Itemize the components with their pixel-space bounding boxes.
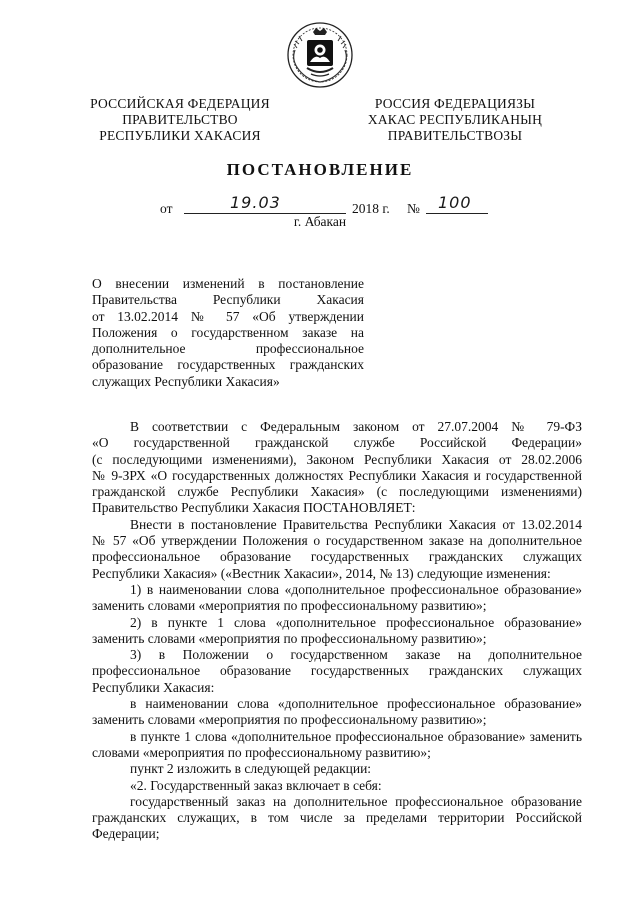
body-line: заменить словами «мероприятия по профессиональному развитию»; (92, 712, 487, 728)
document-type-title: ПОСТАНОВЛЕНИЕ (226, 160, 414, 179)
header-left-line: ПРАВИТЕЛЬСТВО (122, 112, 238, 127)
coat-of-arms-icon (285, 20, 355, 90)
header-left-line: РЕСПУБЛИКИ ХАКАСИЯ (99, 128, 261, 143)
subject-line: Положения о государственном заказе на (92, 324, 364, 340)
body-line: словами «мероприятия по профессиональному развитию»; (92, 744, 431, 760)
body-line: профессиональное образование государственных гражданских служащих (92, 663, 582, 679)
header-right-line: ХАКАС РЕСПУБЛИКАНЫҢ (367, 112, 543, 127)
subject-line: О внесении изменений в постановление (92, 276, 364, 291)
header-left-line: РОССИЙСКАЯ ФЕДЕРАЦИЯ (90, 96, 270, 111)
body-line: пункт 2 изложить в следующей редакции: (130, 761, 372, 777)
body-text (92, 419, 582, 843)
body-line: в наименовании слова «дополнительное профессиональное образование» (130, 696, 582, 712)
city-line: г. Абакан (293, 214, 347, 229)
subject-line: образование государственных гражданских (92, 357, 364, 373)
number-sign: № (407, 201, 420, 216)
body-line: 2) в пункте 1 слова «дополнительное профессиональное образование» (130, 614, 582, 630)
body-line: в пункте 1 слова «дополнительное профессиональное образование» заменить (130, 728, 582, 744)
body-line: Федерации; (92, 826, 160, 842)
body-line: «О государственной гражданской службе Российской Федерации» (92, 435, 582, 451)
header-right-line: ПРАВИТЕЛЬСТВОЗЫ (387, 128, 523, 143)
subject-line: Правительства Республики Хакасия (92, 292, 364, 308)
body-line: 3) в Положении о государственном заказе на дополнительное (130, 647, 582, 663)
body-line: профессиональное образование государственных гражданских служащих (92, 549, 582, 565)
body-line: заменить словами «мероприятия по профессиональному развитию»; (92, 630, 487, 646)
body-line: № 57 «Об утверждении Положения о государственном заказе на дополнительное (92, 533, 582, 549)
body-line: гражданской службе Республики Хакасия» (с последующими изменениями) (92, 484, 582, 500)
body-line: (с последующими изменениями), Законом Республики Хакасия от 28.02.2006 (92, 451, 582, 467)
handwritten-number: 100 (438, 193, 472, 212)
header-right (355, 96, 555, 144)
subject-line: дополнительное профессиональное (92, 341, 364, 357)
body-line: В соответствии с Федеральным законом от 27.07.2004 № 79-ФЗ (130, 419, 582, 434)
date-prefix: от (160, 201, 173, 216)
body-line: 1) в наименовании слова «дополнительное профессиональное образование» (130, 581, 582, 597)
body-line: государственный заказ на дополнительное профессиональное образование (130, 793, 582, 809)
body-line: «2. Государственный заказ включает в себя: (130, 777, 382, 793)
header-left (80, 96, 280, 144)
handwritten-date: 19.03 (230, 193, 281, 212)
subject-block (92, 276, 364, 390)
subject-line: служащих Республики Хакасия» (92, 373, 280, 389)
header-right-line: РОССИЯ ФЕДЕРАЦИЯЗЫ (374, 96, 536, 111)
body-line: заменить словами «мероприятия по профессиональному развитию»; (92, 598, 487, 614)
body-line: № 9-ЗРХ «О государственных должностях Республики Хакасия и государственной (92, 467, 582, 483)
year-text: 2018 г. (352, 201, 390, 216)
body-line: Внести в постановление Правительства Республики Хакасия от 13.02.2014 (130, 516, 582, 532)
body-line: Республики Хакасия: (92, 679, 215, 695)
subject-line: от 13.02.2014 № 57 «Об утверждении (92, 308, 364, 324)
body-line: Республики Хакасия» («Вестник Хакасии», 2014, № 13) следующие изменения: (92, 565, 551, 581)
body-line: гражданских служащих, в том числе за пределами территории Российской (92, 810, 582, 826)
body-line: Правительство Республики Хакасия ПОСТАНОВЛЯЕТ: (92, 500, 416, 516)
